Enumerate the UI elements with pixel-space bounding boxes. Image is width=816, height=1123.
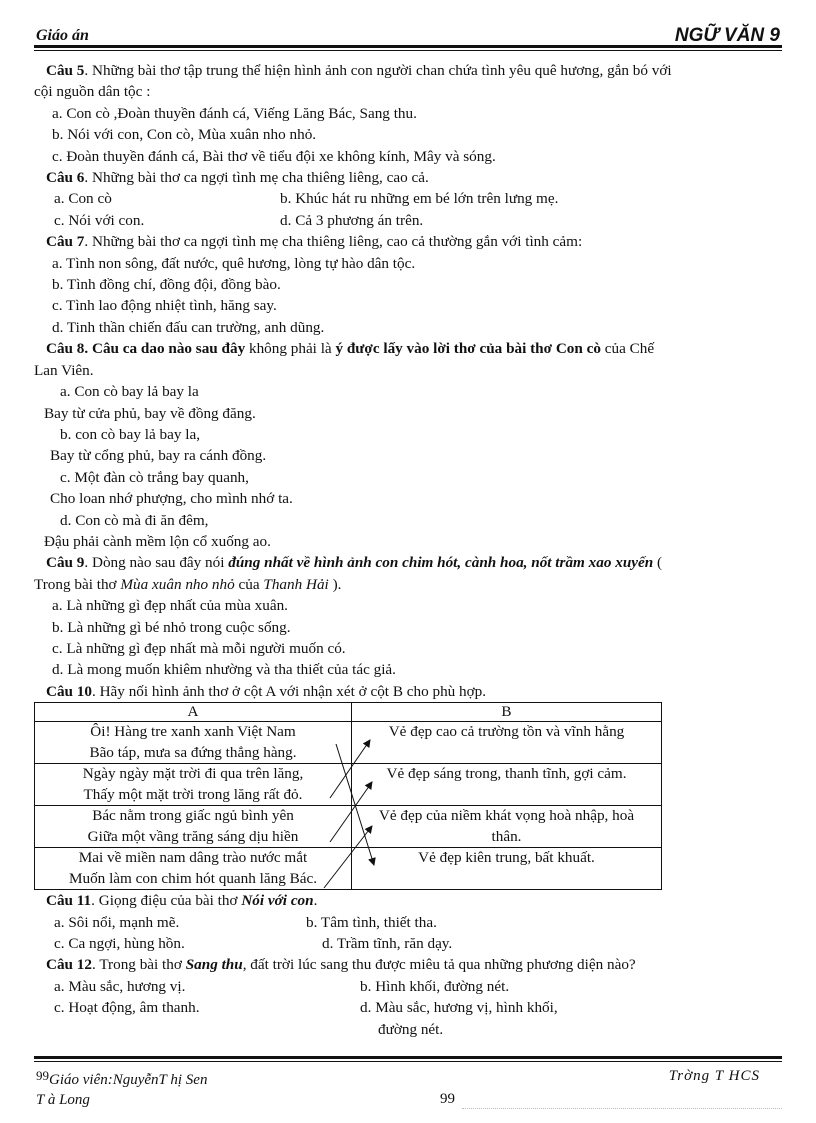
q8-option-b: b. con cò bay lả bay la, (60, 425, 201, 443)
q12-options-row-2 (34, 997, 784, 1040)
table-row (35, 806, 662, 848)
q5-stem: Câu 5. Những bài thơ tập trung thể hiện hình ảnh con người chan chứa tình yêu quê hương, gắn bó với (46, 62, 672, 79)
q7-option-c: c. Tình lao động nhiệt tình, hăng say. (52, 297, 277, 315)
q6-options-row-1 (34, 188, 784, 209)
q11-option-d: d. Trầm tĩnh, răn dạy. (322, 935, 453, 952)
table-row (35, 764, 662, 806)
q6-option-d: d. Cả 3 phương án trên. (280, 211, 424, 229)
q12-option-c: c. Hoạt động, âm thanh. (54, 999, 200, 1017)
q7-option-b: b. Tình đồng chí, đồng đội, đồng bào. (52, 276, 281, 294)
page-number: 99 (440, 1091, 455, 1107)
cell-b: Vẻ đẹp của niềm khát vọng hoà nhập, hoà thân. (352, 806, 662, 848)
q11-option-c: c. Ca ngợi, hùng hồn. (54, 935, 185, 952)
cell-b: Vẻ đẹp sáng trong, thanh tĩnh, gợi cảm. (352, 764, 662, 806)
q6-options-row-2 (34, 210, 784, 231)
q5-option-c: c. Đoàn thuyền đánh cá, Bài thơ về tiểu đội xe không kính, Mây và sóng. (52, 147, 496, 165)
table-header-row (35, 703, 662, 722)
q7-option-d: d. Tinh thần chiến đấu can trường, anh dũng. (52, 318, 325, 336)
cell-a: Ôi! Hàng tre xanh xanh Việt Nam Bão táp, mưa sa đứng thẳng hàng. (35, 722, 352, 764)
q5-label: Câu 5 (46, 62, 85, 79)
footer-rule-thin (34, 1061, 782, 1062)
cell-a: Bác nằm trong giấc ngủ bình yên Giữa một vầng trăng sáng dịu hiền (35, 806, 352, 848)
q8-option-a: a. Con cò bay lả bay la (60, 383, 199, 401)
header-right: NGỮ VĂN 9 (674, 25, 780, 46)
q8-option-d: d. Con cò mà đi ăn đêm, (60, 511, 209, 529)
column-b-header: B (352, 703, 662, 722)
q5-option-b: b. Nói với con, Con cò, Mùa xuân nho nhỏ. (52, 126, 317, 144)
q9-stem-cont: Trong bài thơ Mùa xuân nho nhỏ của Thanh Hải ). (34, 575, 342, 593)
q5-stem-cont: cội nguồn dân tộc : (34, 83, 151, 101)
q6-label: Câu 6 (46, 169, 85, 187)
q7-label: Câu 7 (46, 233, 85, 251)
q6-option-c: c. Nói với con. (54, 211, 145, 229)
content (34, 60, 784, 1040)
header-left: Giáo án (36, 27, 89, 44)
q12-option-d-block (360, 997, 784, 1040)
q12-option-d-cont: đường nét. (378, 1020, 444, 1038)
q10-matching-table (34, 702, 662, 890)
q8-option-a-line2: Bay từ cửa phủ, bay về đồng đăng. (44, 404, 256, 422)
q9-option-d: d. Là mong muốn khiêm nhường và tha thiết của tác giả. (52, 661, 396, 679)
q8-stem: Câu 8. Câu ca dao nào sau đây không phải là ý được lấy vào lời thơ của bài thơ Con cò của Chế (46, 340, 655, 358)
q10-label: Câu 10 (46, 682, 92, 700)
q6-stem: Câu 6. Những bài thơ ca ngợi tình mẹ cha thiêng liêng, cao cả. (46, 169, 429, 187)
cell-a: Ngày ngày mặt trời đi qua trên lăng, Thấy một mặt trời trong lăng rất đỏ. (35, 764, 352, 806)
footer-left (36, 1066, 207, 1110)
footer-teacher: $^{99}$Giáo viên:NguyễnT hị Sen (36, 1068, 208, 1088)
q12-option-b: b. Hình khối, đường nét. (360, 977, 510, 995)
q8-stem-cont: Lan Viên. (34, 361, 94, 379)
footer-location: T à Long (36, 1092, 90, 1108)
q8-option-b-line2: Bay từ cổng phủ, bay ra cánh đồng. (50, 447, 267, 465)
q11-label: Câu 11 (46, 892, 92, 910)
q11-option-b: b. Tâm tình, thiết tha. (306, 913, 437, 931)
q12-stem: Câu 12. Trong bài thơ Sang thu, đất trời lúc sang thu được miêu tả qua những phương diện nào? (46, 956, 636, 974)
q11-option-a: a. Sôi nổi, mạnh mẽ. (54, 913, 180, 931)
cell-b: Vẻ đẹp kiên trung, bất khuất. (352, 848, 662, 890)
q12-option-d: d. Màu sắc, hương vị, hình khối, (360, 999, 558, 1017)
q12-label: Câu 12 (46, 956, 92, 974)
q6-option-b: b. Khúc hát ru những em bé lớn trên lưng mẹ. (280, 190, 559, 208)
q9-stem: Câu 9. Dòng nào sau đây nói đúng nhất về hình ảnh con chim hót, cành hoa, nốt trầm xao xuyến ( (46, 554, 663, 572)
q7-stem: Câu 7. Những bài thơ ca ngợi tình mẹ cha thiêng liêng, cao cả thường gắn với tình cảm: (46, 233, 583, 251)
table-row (35, 722, 662, 764)
cell-b: Vẻ đẹp cao cả trường tồn và vĩnh hằng (352, 722, 662, 764)
q11-options-row-2 (34, 933, 784, 954)
q9-option-b: b. Là những gì bé nhỏ trong cuộc sống. (52, 618, 291, 636)
footer-rule-thick (34, 1056, 782, 1059)
q10-matching-table-wrap (34, 702, 662, 890)
q6-option-a: a. Con cò (54, 190, 112, 208)
column-a-header: A (35, 703, 352, 722)
q12-options-row-1 (34, 976, 784, 997)
footer-dotted-rule (462, 1108, 782, 1109)
q12-option-a: a. Màu sắc, hương vị. (54, 977, 186, 995)
table-row (35, 848, 662, 890)
q5-option-a: a. Con cò ,Đoàn thuyền đánh cá, Viếng Lăng Bác, Sang thu. (52, 104, 417, 122)
footer-school: Trờng T HCS (668, 1068, 760, 1084)
q9-option-a: a. Là những gì đẹp nhất của mùa xuân. (52, 597, 288, 615)
q7-option-a: a. Tình non sông, đất nước, quê hương, lòng tự hào dân tộc. (52, 254, 416, 272)
q8-option-c-line2: Cho loan nhớ phượng, cho mình nhớ ta. (50, 490, 293, 508)
q10-stem: Câu 10. Hãy nối hình ảnh thơ ở cột A với nhận xét ở cột B cho phù hợp. (46, 682, 487, 700)
q9-label: Câu 9 (46, 554, 85, 572)
header-rule-thin (34, 50, 782, 51)
cell-a: Mai về miền nam dâng trào nước mắt Muốn làm con chim hót quanh lăng Bác. (35, 848, 352, 890)
q11-stem: Câu 11. Giọng điệu của bài thơ Nói với con. (46, 892, 318, 910)
q8-option-d-line2: Đậu phải cành mềm lộn cổ xuống ao. (44, 532, 271, 550)
header-rule-thick (34, 45, 782, 48)
q8-label: Câu 8 (46, 340, 85, 358)
q9-option-c: c. Là những gì đẹp nhất mà mỗi người muốn có. (52, 639, 346, 657)
q11-options-row-1 (34, 912, 784, 933)
q8-option-c: c. Một đàn cò trắng bay quanh, (60, 468, 249, 486)
